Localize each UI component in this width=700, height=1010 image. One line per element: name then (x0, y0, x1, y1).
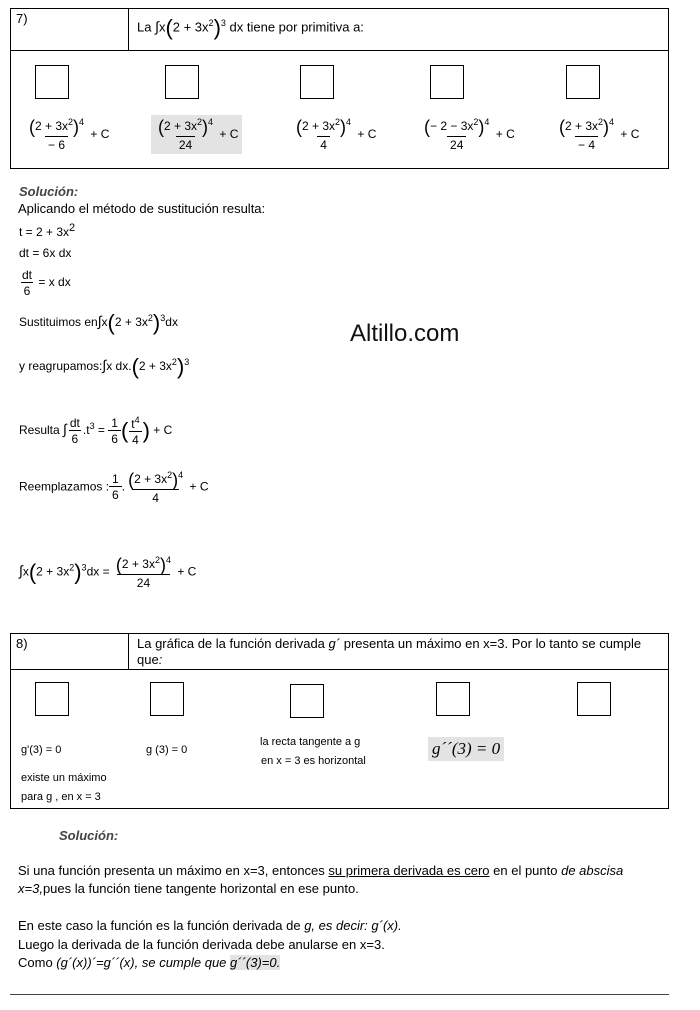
question-7-statement (137, 17, 364, 39)
sol7-reagrupamos: y reagrupamos:∫x $dx.(2 + 3x^2)^3$ (19, 354, 190, 379)
option-d-den: 24 (447, 136, 466, 152)
frac-den: 6 (21, 282, 34, 298)
p2-a: En este caso la función es la función derivada de (18, 918, 305, 933)
solution-7-title: Solución: (19, 184, 79, 199)
option-e: $\frac{(2 + 3x^2)^4}{- 4}$ + C (559, 116, 640, 152)
plus-c: + C (90, 127, 110, 142)
option-e-den: − 4 (575, 136, 598, 152)
solution-7-intro: Aplicando el método de sustitución resulta: (18, 201, 266, 216)
sol7-line-dt: dt = 6x dx (19, 246, 72, 260)
question-7-number-cell (11, 9, 129, 50)
option-a-num: 2 + 3x (35, 119, 69, 133)
question-8-header-row (11, 634, 668, 670)
statement-pre: La (137, 19, 152, 35)
sol8-paragraph-1 (18, 862, 658, 898)
option-c-num: 2 + 3x (302, 119, 336, 133)
option-e-num: 2 + 3x (565, 119, 599, 133)
q8-option-e-checkbox[interactable] (577, 682, 611, 716)
frac-num: dt (22, 268, 33, 282)
plus-c: + C (219, 127, 239, 142)
q8-option-b: g (3) = 0 (146, 744, 188, 756)
watermark: Altillo.com (350, 320, 460, 347)
p4-highlight: g´´(3)=0. (230, 955, 281, 970)
question-7-table (10, 8, 669, 169)
option-b-num: 2 + 3x (164, 119, 198, 133)
reemp-label: Reemplazamos : (19, 479, 110, 494)
q8-statement-g: g´ (328, 636, 341, 651)
solution-8-title: Solución: (59, 828, 119, 843)
sol8-paragraph-4 (18, 955, 280, 970)
line-t-text: t = 2 + 3x (19, 225, 70, 239)
question-7-header-row (11, 9, 668, 51)
option-a-den: − 6 (45, 136, 68, 152)
q8-option-a-checkbox[interactable] (35, 682, 69, 716)
q8-statement-colon: : (158, 652, 163, 667)
sol7-line-frac (19, 268, 71, 298)
exp-2: 2 (208, 18, 214, 29)
option-c-den: 4 (317, 136, 330, 152)
q8-option-a-line2: existe un máximo (21, 772, 107, 784)
sol7-resulta: Resulta ∫ $\frac{dt}{6}$ $.t^3$ = $\frac{1}{6}$ ( $\frac{t^4}{4}$ ) + C (19, 415, 173, 447)
frac-rhs: = x dx (38, 275, 71, 290)
p1-b: en el punto (489, 863, 562, 878)
option-a-checkbox[interactable] (35, 65, 69, 99)
integral-sign: ∫ (155, 18, 159, 35)
q8-option-d-checkbox[interactable] (436, 682, 470, 716)
statement-x: x (158, 19, 166, 35)
resulta-label: Resulta (19, 423, 60, 438)
q8-option-a-line3: para g , en x = 3 (21, 791, 101, 803)
sol7-reemplazamos: Reemplazamos : $\frac{1}{6}$ . $\frac{(2 + 3x^2)^4}{4}$ + C (19, 469, 209, 505)
bottom-divider (10, 994, 669, 995)
p4-italic: (g´(x))´=g´´(x), se cumple que (56, 955, 231, 970)
question-8-statement (137, 636, 662, 668)
q8-option-d: g´´(3) = 0 (428, 737, 504, 761)
q8-option-c-line2: en x = 3 es horizontal (261, 755, 366, 767)
question-7-number: 7) (16, 11, 28, 26)
sol7-final: $\int x(2 + 3x^2)^3dx$ = $\frac{(2 + 3x^2)^4}{24}$ + C (19, 554, 197, 590)
option-b-den: 24 (176, 136, 195, 152)
option-d: $\frac{(- 2 - 3x^2)^4}{24}$ + C (424, 116, 515, 152)
option-d-num: − 2 − 3x (430, 119, 474, 133)
q8-option-a-line1: g'(3) = 0 (21, 744, 62, 756)
option-b: $\frac{(2 + 3x^2)^4}{24}$ + C (151, 115, 242, 154)
exp-3: 3 (220, 18, 226, 29)
statement-post: dx tiene por primitiva a: (229, 19, 364, 35)
option-d-checkbox[interactable] (430, 65, 464, 99)
plus-c: + C (620, 127, 640, 142)
p1-underlined: su primera derivada es cero (328, 863, 490, 878)
close-paren: ) (213, 15, 221, 40)
p4-a: Como (18, 955, 57, 970)
q8-option-c-checkbox[interactable] (290, 684, 324, 718)
p1-a: Si una función presenta un máximo en x=3, entonces (18, 863, 329, 878)
plus-c: + C (357, 127, 377, 142)
q8-option-c-line1: la recta tangente a g (260, 736, 361, 748)
question-8-table (10, 633, 669, 809)
question-8-number-cell (11, 634, 129, 669)
plus-c: + C (495, 127, 515, 142)
p2-italic: g, es decir: g´(x). (304, 918, 402, 933)
sust-label: Sustituimos en (19, 315, 98, 330)
sol8-paragraph-3: Luego la derivada de la función derivada debe anularse en x=3. (18, 937, 385, 952)
sol7-sustituimos: Sustituimos $en\int x(2 + 3x^2)^3dx$ (19, 310, 178, 335)
q8-statement-c: cumple que (137, 636, 642, 667)
sol8-paragraph-2 (18, 918, 402, 933)
option-a: $\frac{(2 + 3x^2)^4}{- 6}$ + C (29, 116, 110, 152)
option-e-checkbox[interactable] (566, 65, 600, 99)
q8-statement-b: presenta un máximo en x=3. Por lo tanto se (343, 636, 596, 651)
reagrup-mid: x dx. (106, 359, 132, 374)
open-paren: ( (165, 15, 173, 40)
reagrup-label: y reagrupamos: (19, 359, 103, 374)
q8-option-b-checkbox[interactable] (150, 682, 184, 716)
option-b-checkbox[interactable] (165, 65, 199, 99)
q8-statement-a: La gráfica de la función derivada (137, 636, 325, 651)
p1-italic: de abscisa x=3, (18, 863, 624, 896)
p1-c: pues la función tiene tangente horizontal en ese punto. (42, 881, 359, 896)
option-c: $\frac{(2 + 3x^2)^4}{4}$ + C (296, 116, 377, 152)
question-8-number: 8) (16, 636, 28, 651)
sol7-line-t: t = 2 + 3x2 (19, 222, 76, 239)
statement-inner: 2 + 3x (172, 19, 209, 35)
option-c-checkbox[interactable] (300, 65, 334, 99)
